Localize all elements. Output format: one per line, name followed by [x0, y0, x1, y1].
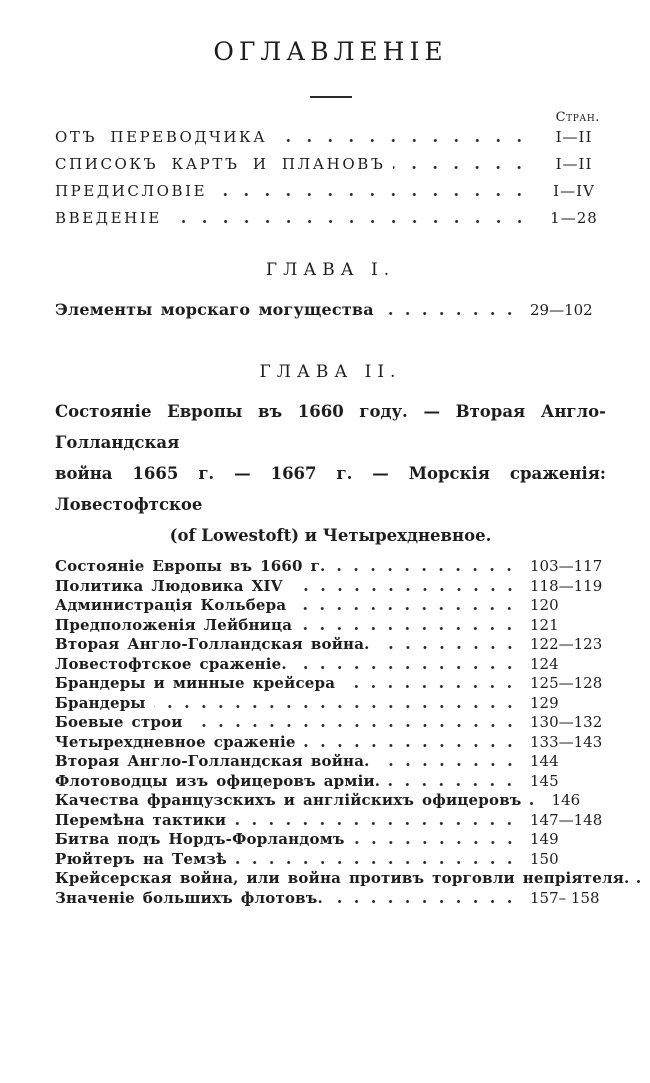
toc-entry-pages: 144	[530, 752, 559, 770]
toc-entry-label: Вторая Англо-Голландская война.	[55, 752, 370, 770]
toc-entry-label: Четырехдневное сраженіе	[55, 732, 296, 751]
toc-entry-pages: 125—128	[530, 674, 603, 692]
toc-entry-label: Битва подъ Нордъ-Форландомъ	[55, 830, 345, 848]
toc-entry-label: ПРЕДИСЛОВІЕ	[55, 182, 208, 200]
toc-entry-label: Брандеры	[55, 693, 146, 712]
toc-entry-label: Ловестофтское сраженіе.	[55, 654, 287, 673]
dot-leader	[234, 822, 520, 825]
toc-entry-pages: 147—148	[530, 810, 603, 829]
toc-entry-label: Состояніе Европы въ 1660 г.	[55, 557, 326, 575]
toc-entry-pages: I—II	[555, 128, 593, 146]
toc-entry-label: ОТЪ ПЕРЕВОДЧИКА	[55, 128, 268, 146]
toc-entry	[55, 300, 606, 326]
toc-entry	[55, 733, 606, 753]
toc-entry	[55, 616, 606, 636]
toc-entry-pages: 149	[530, 830, 559, 848]
chapter-entries	[55, 300, 606, 326]
toc-entry	[55, 713, 606, 733]
dot-leader	[388, 783, 520, 786]
chapters	[55, 258, 630, 908]
toc-entry-pages: 1—28	[550, 209, 598, 227]
dot-leader	[294, 607, 520, 610]
toc-entry-label: Перемѣна тактики	[55, 810, 227, 829]
toc-entry-pages: 29—102	[530, 301, 593, 319]
dot-leader	[331, 900, 520, 903]
chapter-heading: ГЛАВА I.	[265, 260, 396, 280]
toc-entry-label: Политика Людовика XIV	[55, 576, 283, 595]
toc-entry-pages: 122—123	[530, 635, 603, 653]
toc-entry-pages: I—IV	[553, 182, 595, 200]
dot-leader	[304, 744, 520, 747]
dot-leader	[170, 220, 532, 223]
dot-leader	[235, 861, 520, 864]
dot-leader	[343, 685, 520, 688]
toc-entry	[55, 557, 606, 577]
chapter-section	[55, 360, 630, 908]
toc-entry	[55, 772, 606, 792]
toc-entry-pages: 157– 158	[530, 888, 600, 907]
toc-entry-pages: 133—143	[530, 732, 603, 751]
toc-entry	[55, 694, 606, 714]
dot-leader	[378, 763, 520, 766]
toc-entry-label: Боевые строи	[55, 713, 183, 731]
chapter-heading: ГЛАВА II.	[259, 362, 402, 382]
toc-entry-pages: 129	[530, 693, 559, 712]
summary-line: Состояніе Европы въ 1660 году. — Вторая Англо-Голландская	[55, 402, 606, 452]
toc-entry	[55, 869, 630, 889]
dot-leader	[378, 646, 520, 649]
toc-entry	[55, 209, 606, 236]
dot-leader	[275, 139, 532, 142]
toc-entry	[55, 128, 606, 155]
toc-entry-pages: I—II	[555, 155, 593, 173]
toc-entry-label: Предположенія Лейбница	[55, 615, 293, 634]
dot-leader	[353, 841, 520, 844]
toc-entry-pages: 146	[551, 791, 581, 809]
toc-entry-label: СПИСОКЪ КАРТЪ И ПЛАНОВЪ	[55, 155, 386, 173]
dot-leader	[382, 312, 520, 315]
dot-leader	[300, 627, 520, 630]
dot-leader	[530, 802, 542, 805]
toc-entry	[55, 830, 606, 850]
toc-entry	[55, 155, 606, 182]
dot-leader	[637, 880, 649, 883]
toc-entry-label: Флотоводцы изъ офицеровъ арміи.	[55, 771, 381, 790]
toc-entry-label: Качества французскихъ и англійскихъ офицеровъ	[55, 791, 522, 809]
dot-leader	[393, 166, 532, 169]
toc-entry	[55, 655, 606, 675]
dot-leader	[154, 705, 520, 708]
title-divider	[310, 96, 352, 98]
toc-entry-pages: 103—117	[530, 557, 603, 575]
toc-entry-label: Крейсерская война, или война противъ торговли непріятеля.	[55, 869, 630, 887]
dot-leader	[333, 568, 520, 571]
summary-line: война 1665 г. — 1667 г. — Морскія сраженія: Ловестофтское	[55, 464, 606, 514]
toc-entry-label: Вторая Англо-Голландская война.	[55, 635, 370, 653]
dot-leader	[291, 588, 520, 591]
toc-entry	[55, 674, 606, 694]
toc-entry-pages: 150	[530, 849, 559, 868]
dot-leader	[295, 666, 520, 669]
chapter-summary	[55, 396, 606, 551]
dot-leader	[191, 724, 520, 727]
toc-entry	[55, 182, 606, 209]
toc-entry-pages: 121	[530, 615, 559, 634]
chapter-section	[55, 258, 606, 326]
toc-entry	[55, 850, 606, 870]
front-matter-list	[55, 128, 606, 236]
toc-entry	[55, 596, 606, 616]
dot-leader	[215, 193, 532, 196]
summary-line: (of Lowestoft) и Четырехдневное.	[169, 526, 492, 545]
toc-entry-pages: 118—119	[530, 576, 603, 595]
toc-entry-pages: 130—132	[530, 713, 603, 731]
toc-entry-label: Брандеры и минные крейсера	[55, 674, 336, 692]
toc-entry-pages: 145	[530, 771, 559, 790]
page-title: ОГЛАВЛЕНІЕ	[213, 37, 448, 66]
toc-entry	[55, 889, 606, 909]
chapter-entries	[55, 557, 630, 908]
toc-entry	[55, 577, 606, 597]
toc-entry	[55, 752, 606, 772]
toc-entry-label: Администрація Кольбера	[55, 596, 287, 614]
toc-entry	[55, 811, 606, 831]
toc-entry-pages: 124	[530, 654, 559, 673]
toc-entry-label: Значеніе большихъ флотовъ.	[55, 888, 323, 907]
toc-entry-label: ВВЕДЕНІЕ	[55, 209, 162, 227]
toc-entry	[55, 791, 606, 811]
toc-entry-pages: 120	[530, 596, 559, 614]
toc-entry-label: Рюйтеръ на Темзѣ	[55, 849, 227, 868]
pages-column-header: Стран.	[555, 110, 600, 125]
toc-entry-label: Элементы морскаго могущества	[55, 300, 374, 319]
toc-entry	[55, 635, 606, 655]
